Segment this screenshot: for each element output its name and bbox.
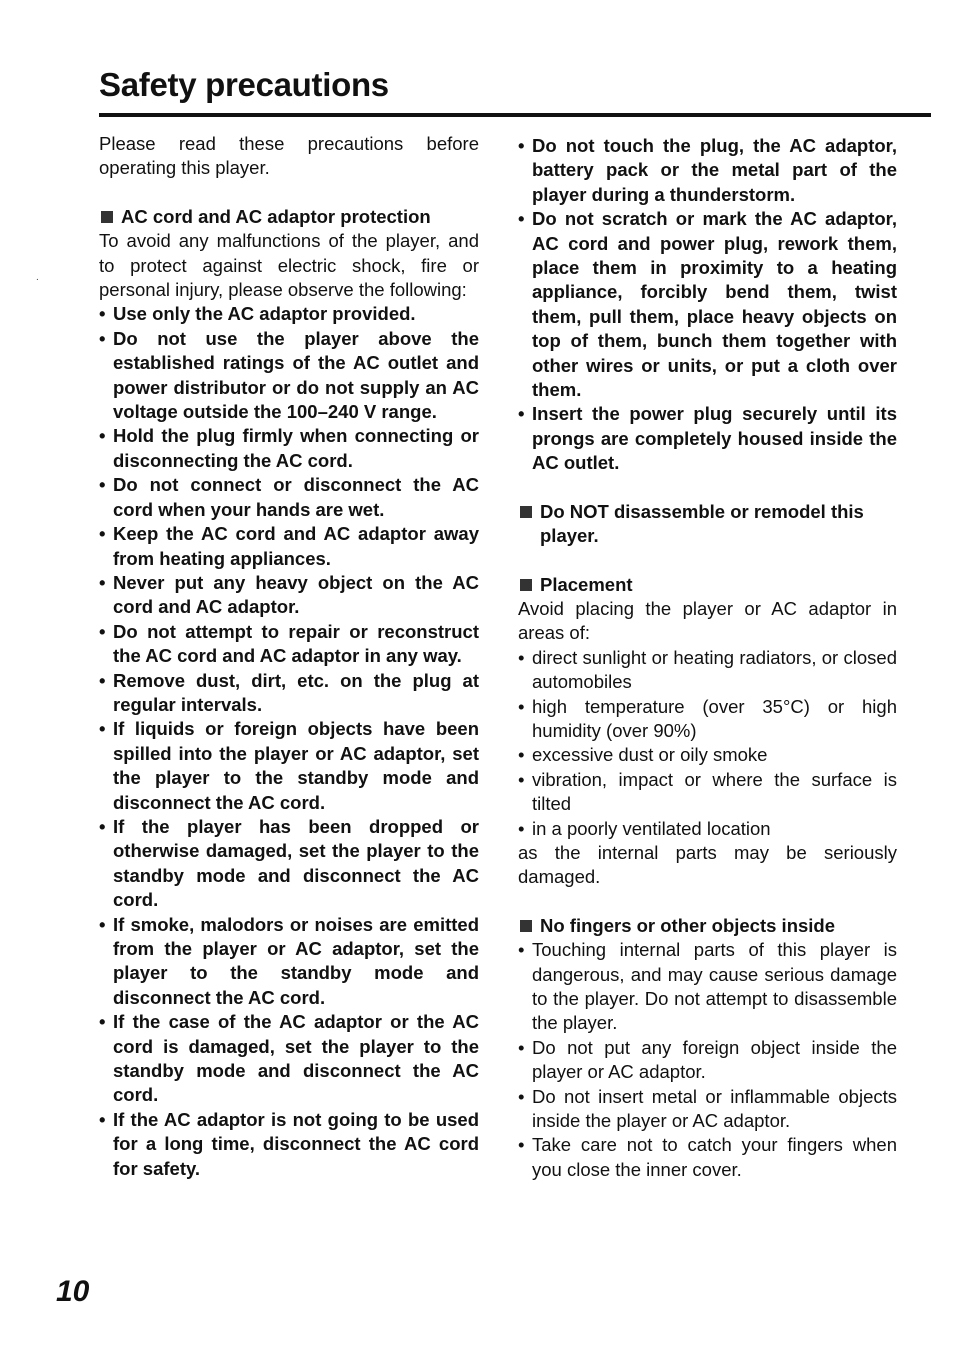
section-heading-ac: AC cord and AC adaptor protection xyxy=(99,205,479,229)
list-item: • vibration, impact or where the surface is tilted xyxy=(518,768,897,815)
scan-mark: . xyxy=(36,272,39,283)
list-item: • Do not attempt to repair or reconstruct the AC cord and AC adaptor in any way. xyxy=(99,620,479,667)
page-title: Safety precautions xyxy=(99,66,389,103)
list-item: • Use only the AC adaptor provided. xyxy=(99,303,416,325)
list-item: • Do not touch the plug, the AC adaptor, battery pack or the metal part of the player during a thunderstorm. xyxy=(518,135,897,205)
list-item: • Do not use the player above the established ratings of the AC outlet and power distributor or do not supply an AC voltage outside the 100–240 V range. xyxy=(99,327,479,423)
list-item: • Insert the power plug securely until its prongs are completely housed inside the AC outlet. xyxy=(518,403,897,474)
square-bullet-icon xyxy=(101,211,113,223)
list-item: • excessive dust or oily smoke xyxy=(518,744,768,766)
ac-intro-text: To avoid any malfunctions of the player, and to protect against electric shock, fire or personal injury, please observe the following: xyxy=(99,230,479,301)
list-item: • Take care not to catch your fingers when you close the inner cover. xyxy=(518,1134,897,1180)
section-heading-placement: Placement xyxy=(518,573,897,597)
placement-intro-text: Avoid placing the player or AC adaptor in areas of: xyxy=(518,597,897,644)
right-column xyxy=(518,134,897,1182)
list-item: • in a poorly ventilated location xyxy=(518,817,771,839)
list-item: • Do not insert metal or inflammable objects inside the player or AC adaptor. xyxy=(518,1085,897,1132)
title-underline xyxy=(99,113,931,117)
page-number: 10 xyxy=(56,1275,90,1308)
list-item: • If the case of the AC adaptor or the AC cord is damaged, set the player to the standby mode and disconnect the AC cord. xyxy=(99,1011,479,1106)
square-bullet-icon xyxy=(520,506,532,518)
list-item: • Keep the AC cord and AC adaptor away from heating appliances. xyxy=(99,523,479,569)
list-item: • If smoke, malodors or noises are emitted from the player or AC adaptor, set the player to the standby mode and disconnect the AC cord. xyxy=(99,913,479,1008)
list-item: • Do not put any foreign object inside the player or AC adaptor. xyxy=(518,1036,897,1083)
section-heading-fingers: No fingers or other objects inside xyxy=(518,914,897,938)
list-item: • direct sunlight or heating radiators, or closed automobiles xyxy=(518,646,897,693)
section-heading-disassemble: Do NOT disassemble or remodel this player. xyxy=(518,500,897,549)
list-item: • Never put any heavy object on the AC cord and AC adaptor. xyxy=(99,571,479,618)
square-bullet-icon xyxy=(520,579,532,591)
list-item: • If the player has been dropped or otherwise damaged, set the player to the standby mode and disconnect the AC cord. xyxy=(99,815,479,911)
list-item: • high temperature (over 35°C) or high humidity (over 90%) xyxy=(518,695,897,741)
placement-outro-text: as the internal parts may be seriously damaged. xyxy=(518,841,897,888)
square-bullet-icon xyxy=(520,920,532,932)
list-item: • If liquids or foreign objects have been spilled into the player or AC adaptor, set the player to the standby mode and disconnect the AC cord. xyxy=(99,718,479,813)
intro-text: Please read these precautions before operating this player. xyxy=(99,133,479,179)
list-item: • Hold the plug firmly when connecting or disconnecting the AC cord. xyxy=(99,425,479,471)
list-item: • If the AC adaptor is not going to be used for a long time, disconnect the AC cord for safety. xyxy=(99,1108,479,1179)
list-item: • Touching internal parts of this player is dangerous, and may cause serious damage to the player. Do not attempt to disassemble the player. xyxy=(518,939,897,1034)
list-item: • Do not connect or disconnect the AC cord when your hands are wet. xyxy=(99,474,479,520)
list-item: • Remove dust, dirt, etc. on the plug at regular intervals. xyxy=(99,669,479,715)
list-item: • Do not scratch or mark the AC adaptor, AC cord and power plug, rework them, place them in proximity to a heating appliance, forcibly bend them, twist them, pull them, place heavy objects on top of them, bunch them together with other wires or units, or put a cloth over them. xyxy=(518,208,897,401)
left-column xyxy=(99,132,479,1181)
